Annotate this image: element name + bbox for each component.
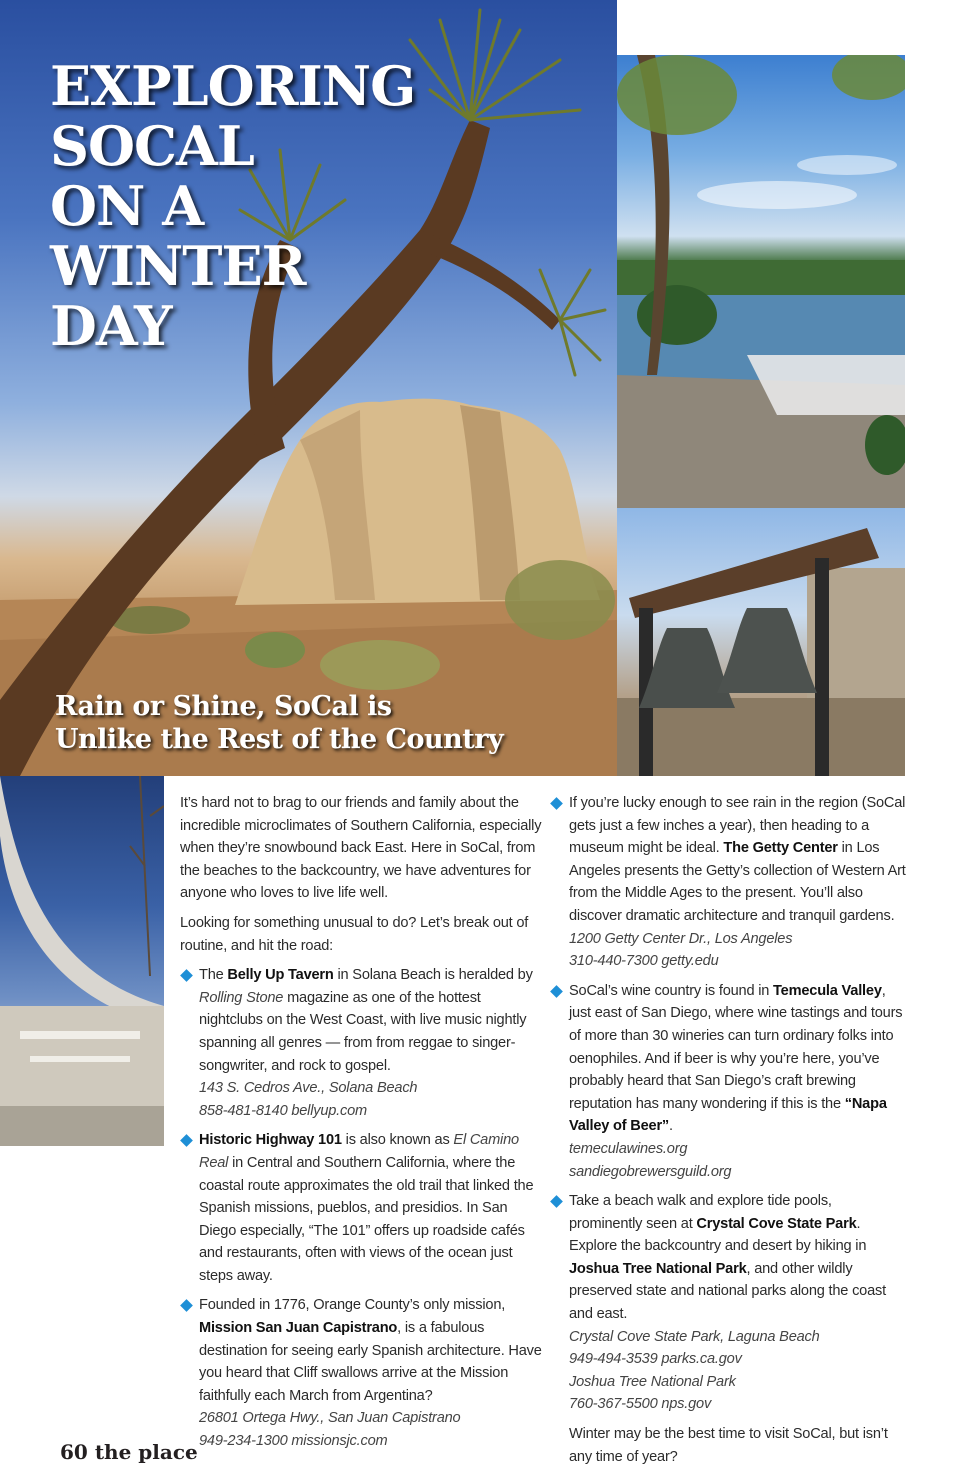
diamond-bullet-icon [180, 969, 193, 982]
diamond-bullet-icon [550, 985, 563, 998]
page-subtitle [55, 690, 503, 756]
title-line: SOCAL [50, 114, 254, 178]
title-line: WINTER [50, 234, 306, 298]
venue-address: Crystal Cove State Park, Laguna Beach [569, 1328, 820, 1345]
publication-name: the place [94, 1440, 198, 1464]
venue-address: 143 S. Cedros Ave., Solana Beach [199, 1080, 418, 1097]
diamond-bullet-icon [550, 1195, 563, 1208]
list-item [550, 1190, 908, 1326]
list-item-text: If you’re lucky enough to see rain in the region (SoCal gets just a few inches a year), then heading to a museum might be ideal. The Getty Center in Los Angeles presents the Getty’s collection of Western Art from the Middle Ages to the present. You’ll also discover dramatic architecture and tranquil gardens. [569, 795, 906, 924]
list-item [180, 1129, 542, 1287]
title-line: DAY [50, 294, 172, 358]
venue-address: 26801 Ortega Hwy., San Juan Capistrano [199, 1410, 461, 1427]
bells-illustration [617, 508, 905, 776]
list-item-text: Take a beach walk and explore tide pools, prominently seen at Crystal Cove State Park. Explore the backcountry and desert by hiking in Joshua Tree National Park, and other wildly preserved state and national parks along the coast and east. [569, 1193, 886, 1323]
venue-contact: 949-234-1300 missionsjc.com [199, 1433, 388, 1450]
building-illustration [0, 776, 164, 1146]
page-title [50, 56, 415, 356]
diamond-bullet-icon [550, 797, 563, 810]
hero-photo-joshua-tree [0, 0, 617, 776]
closing-paragraph: Winter may be the best time to visit SoCal, but isn’t any time of year? [569, 1426, 888, 1465]
article-column-left [180, 792, 542, 1453]
venue-address: 1200 Getty Center Dr., Los Angeles [569, 930, 793, 947]
lake-illustration [617, 55, 905, 508]
venue-contact: 858-481-8140 bellyup.com [199, 1102, 368, 1119]
list-item [180, 964, 542, 1077]
list-item-text: Founded in 1776, Orange County’s only mission, Mission San Juan Capistrano, is a fabulous destination for seeing early Spanish architecture. Have you heard that Cliff swallows arrive at the Mission faithfully each March from Argentina? [199, 1297, 542, 1404]
diamond-bullet-icon [180, 1134, 193, 1147]
list-item [550, 792, 908, 928]
venue-website: temeculawines.org [569, 1140, 688, 1157]
subtitle-line: Unlike the Rest of the Country [55, 724, 504, 755]
title-line: EXPLORING [50, 54, 416, 118]
intro-paragraph: Looking for something unusual to do? Let’s break out of routine, and hit the road: [180, 914, 529, 954]
list-item-text: The Belly Up Tavern in Solana Beach is heralded by Rolling Stone magazine as one of the hottest nightclubs on the West Coast, with live music nightly spanning all genres — from from reggae to singer-songwriter, and rock to gospel. [199, 967, 533, 1074]
venue-contact: 310-440-7300 getty.edu [569, 953, 719, 970]
subtitle-line: Rain or Shine, SoCal is [55, 691, 392, 722]
photo-lake-park [617, 55, 905, 508]
intro-paragraph: It’s hard not to brag to our friends and family about the incredible microclimates of Southern California, especially when they’re snowbound back East. Here in SoCal, from the beaches to the backcountry, we have adventures for anyone who loves to live life well. [180, 795, 542, 902]
photo-getty-building [0, 776, 164, 1146]
venue-website: sandiegobrewersguild.org [569, 1163, 732, 1180]
page-footer [60, 1440, 198, 1464]
venue-address: Joshua Tree National Park [569, 1373, 736, 1390]
list-item [550, 980, 908, 1138]
article-column-right [550, 792, 908, 1468]
list-item-text: SoCal’s wine country is found in Temecula Valley, just east of San Diego, where wine tastings and tours of more than 30 wineries can turn ordinary folks into oenophiles. And if beer is why you’re here, you’ve probably heard that San Diego’s craft brewing reputation has many wondering if this is the “Napa Valley of Beer”. [569, 982, 903, 1135]
diamond-bullet-icon [180, 1300, 193, 1313]
photo-mission-bells [617, 508, 905, 776]
list-item [180, 1294, 542, 1407]
venue-contact: 949-494-3539 parks.ca.gov [569, 1351, 742, 1368]
list-item-text: Historic Highway 101 is also known as El Camino Real in Central and Southern California, where the coastal route approximates the old trail that linked the Spanish missions, pueblos, and presidios. In San Diego especially, “The 101” offers up roadside cafés and restaurants, often with views of the ocean just steps away. [199, 1132, 534, 1284]
venue-contact: 760-367-5500 nps.gov [569, 1396, 712, 1413]
page-number: 60 [60, 1440, 88, 1464]
title-line: ON A [50, 174, 204, 238]
